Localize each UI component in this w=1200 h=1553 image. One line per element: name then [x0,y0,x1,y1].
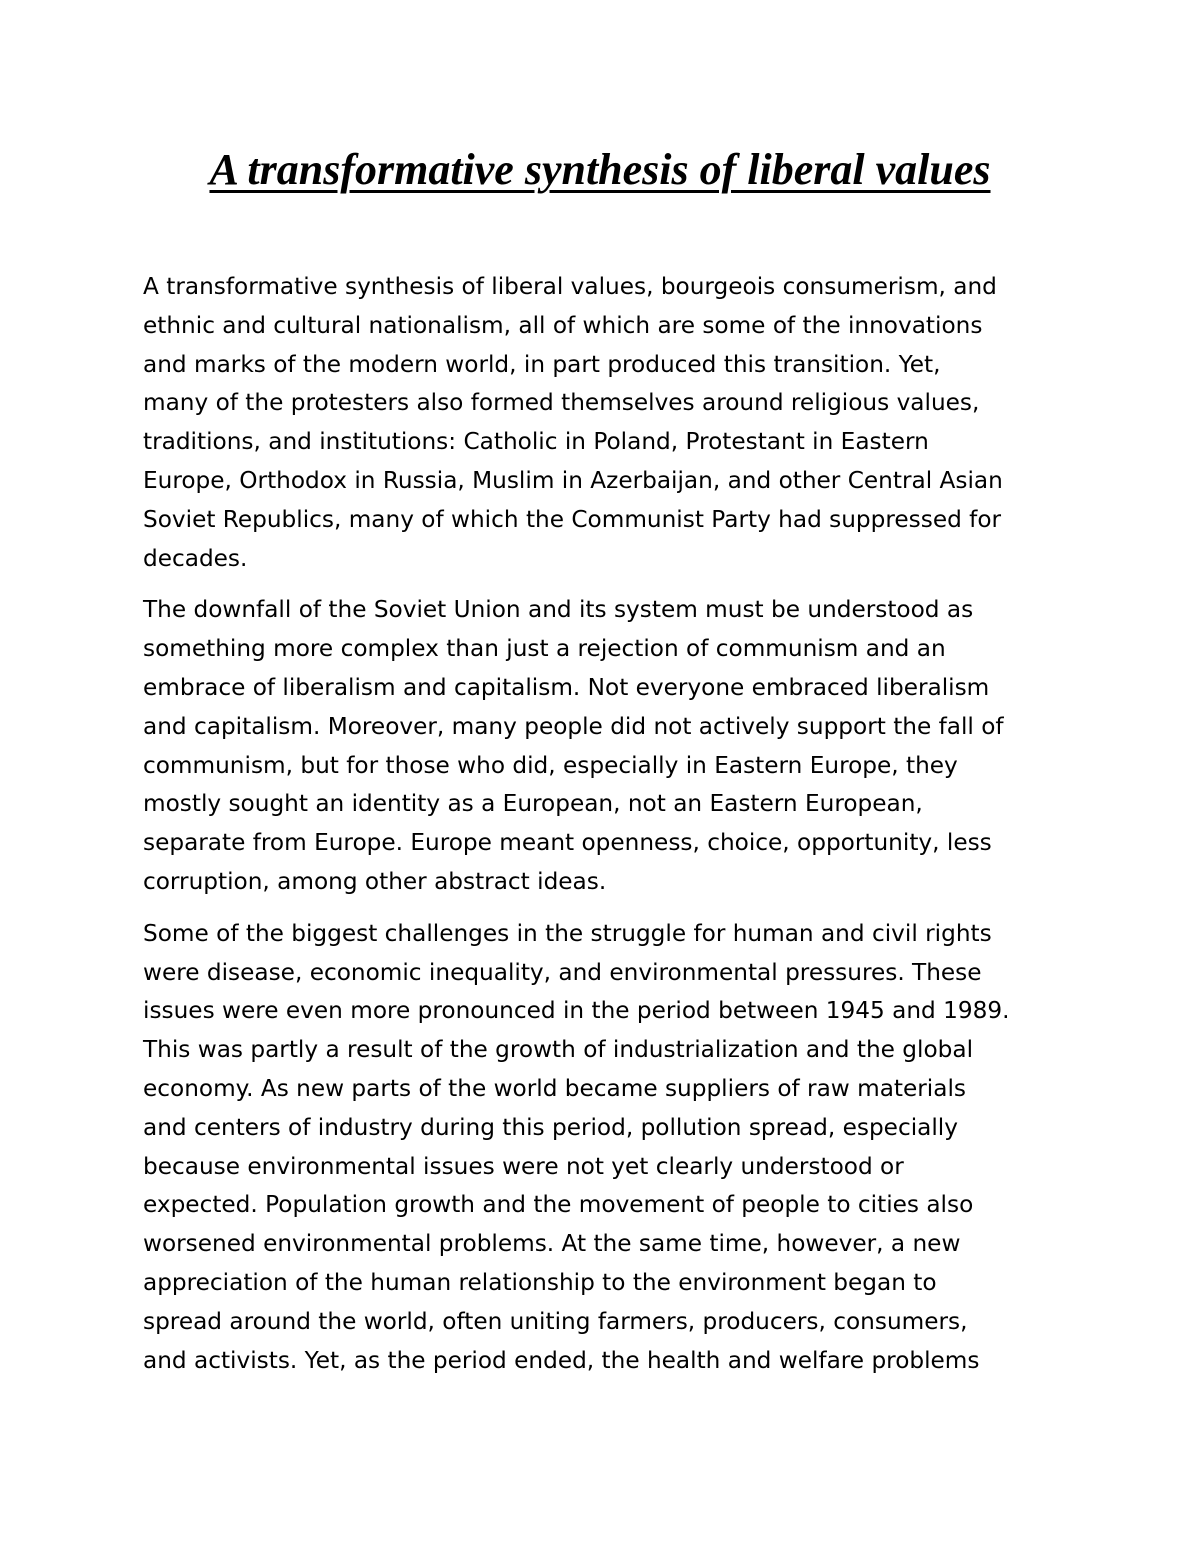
text-line: Soviet Republics, many of which the Communist Party had suppressed for [143,505,1002,533]
text-line: ethnic and cultural nationalism, all of which are some of the innovations [143,311,983,339]
text-line: because environmental issues were not yet clearly understood or [143,1152,904,1180]
text-line: many of the protesters also formed themselves around religious values, [143,389,980,417]
paragraph-1 [143,268,1068,578]
text-line: A transformative synthesis of liberal values, bourgeois consumerism, and [143,273,997,300]
text-line: communism, but for those who did, especially in Eastern Europe, they [143,751,958,779]
text-line: were disease, economic inequality, and environmental pressures. These [143,958,982,986]
document-body [143,268,1068,1393]
text-line: expected. Population growth and the movement of people to cities also [143,1191,974,1219]
text-line: separate from Europe. Europe meant openness, choice, opportunity, less [143,829,992,857]
text-line: spread around the world, often uniting farmers, producers, consumers, [143,1307,968,1335]
paragraph-3 [143,915,1068,1381]
text-line: and centers of industry during this period, pollution spread, especially [143,1113,958,1141]
text-line: mostly sought an identity as a European, not an Eastern European, [143,790,923,818]
text-line: and capitalism. Moreover, many people did not actively support the fall of [143,712,1004,740]
text-line: embrace of liberalism and capitalism. Not everyone embraced liberalism [143,673,990,701]
paragraph-2 [143,591,1068,901]
text-line: Europe, Orthodox in Russia, Muslim in Azerbaijan, and other Central Asian [143,466,1003,494]
text-line: issues were even more pronounced in the period between 1945 and 1989. [143,997,1010,1025]
document-title: A transformative synthesis of liberal values [209,145,991,194]
text-line: This was partly a result of the growth of industrialization and the global [143,1036,974,1064]
text-line: The downfall of the Soviet Union and its system must be understood as [143,596,974,624]
text-line: traditions, and institutions: Catholic in Poland, Protestant in Eastern [143,428,929,456]
text-line: something more complex than just a rejection of communism and an [143,635,946,663]
text-line: corruption, among other abstract ideas. [143,867,607,895]
text-line: decades. [143,544,248,572]
text-line: appreciation of the human relationship to the environment began to [143,1268,937,1296]
text-line: and marks of the modern world, in part produced this transition. Yet, [143,350,941,378]
text-line: Some of the biggest challenges in the struggle for human and civil rights [143,919,992,947]
text-line: and activists. Yet, as the period ended, the health and welfare problems [143,1346,980,1374]
text-line: worsened environmental problems. At the same time, however, a new [143,1230,961,1258]
text-line: economy. As new parts of the world became suppliers of raw materials [143,1074,966,1102]
